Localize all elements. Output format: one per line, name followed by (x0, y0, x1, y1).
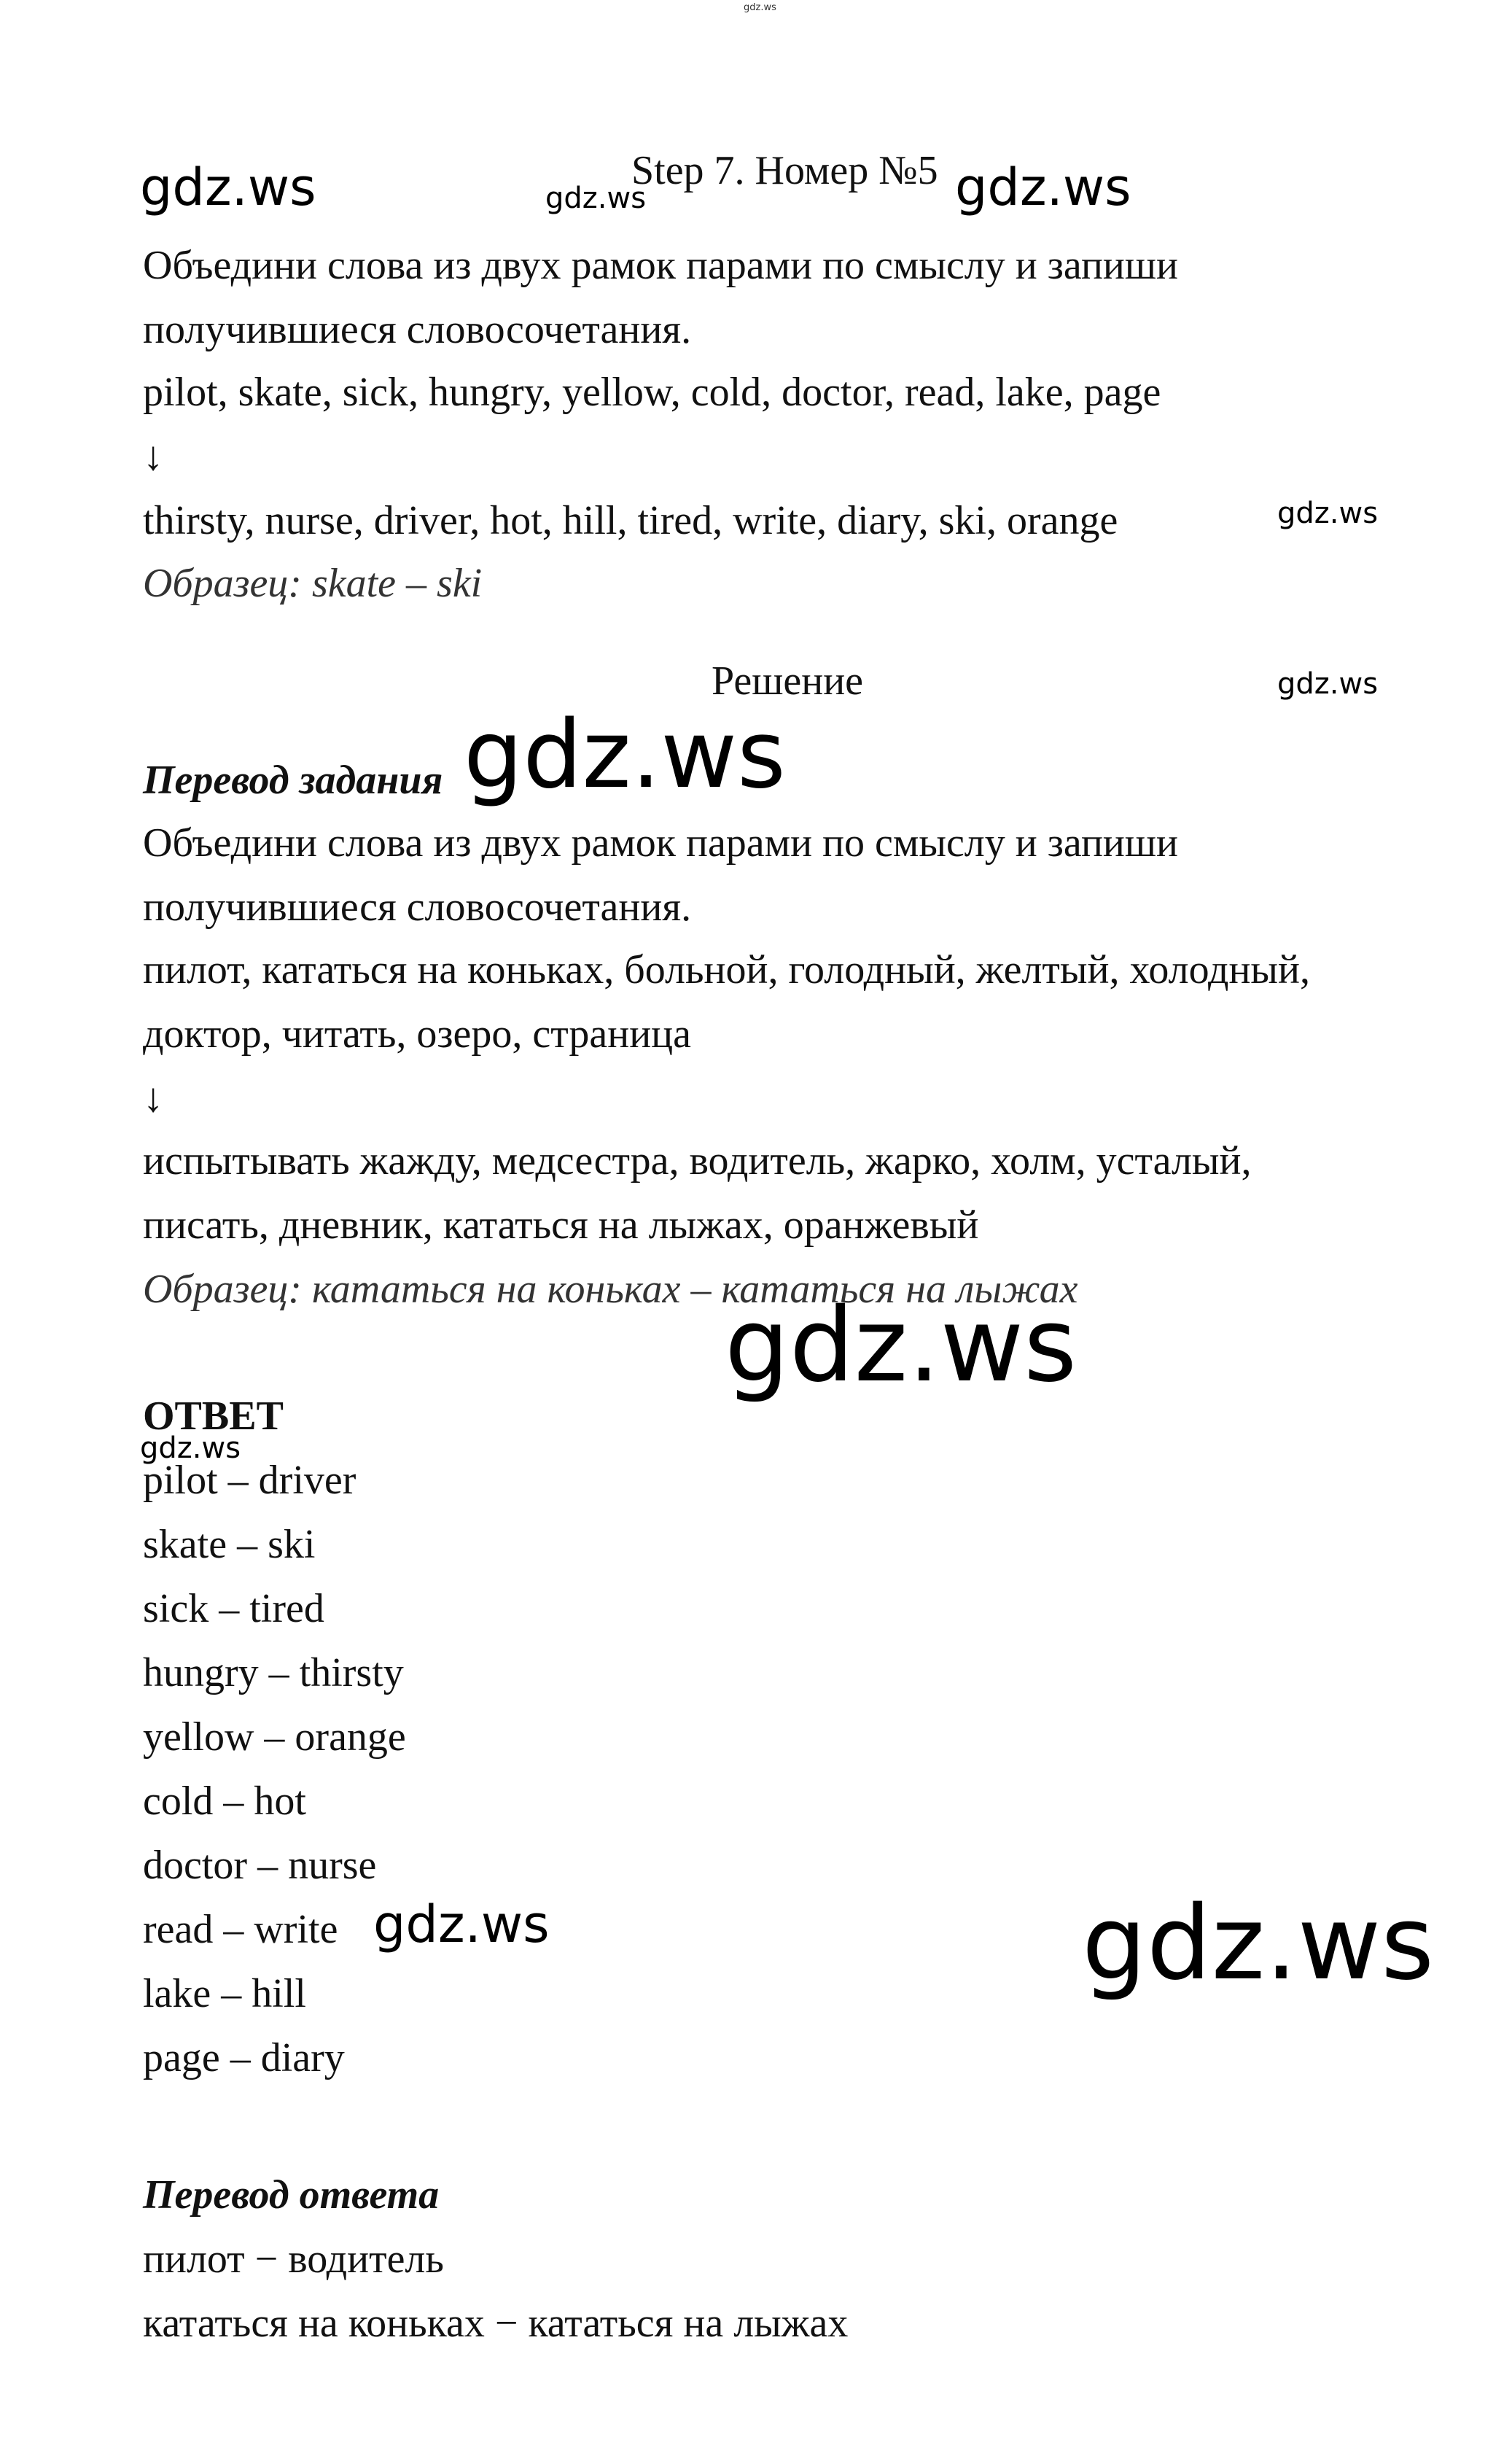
watermark-right-1: gdz.ws (1277, 497, 1379, 530)
answer-pair: hungry – thirsty (143, 1650, 404, 1695)
watermark-answer-right: gdz.ws (1082, 1884, 1435, 2003)
answer-pair: yellow – orange (143, 1714, 406, 1760)
answer-pair: pilot – driver (143, 1458, 356, 1503)
answer-pair: lake – hill (143, 1971, 306, 2016)
solution-heading: Решение (712, 658, 864, 704)
translation-heading: Перевод задания (143, 758, 443, 803)
translation-instruction-line2: получившиеся словосочетания. (143, 885, 692, 930)
task-words-box2: thirsty, nurse, driver, hot, hill, tired, write, diary, ski, orange (143, 498, 1118, 543)
answer-pair: cold – hot (143, 1779, 306, 1824)
answer-heading: ОТВЕТ (143, 1394, 284, 1439)
answer-pair: doctor – nurse (143, 1843, 377, 1888)
task-example: Образец: skate – ski (143, 561, 483, 606)
task-instruction-line2: получившиеся словосочетания. (143, 307, 692, 352)
task-instruction-line1: Объедини слова из двух рамок парами по смыслу и запиши (143, 243, 1178, 288)
task-arrow: ↓ (143, 434, 163, 479)
watermark-right-2: gdz.ws (1277, 667, 1379, 701)
translation-example: Образец: кататься на коньках – кататься на лыжах (143, 1267, 1078, 1312)
translation-words-box2-line1: испытывать жажду, медсестра, водитель, жарко, холм, усталый, (143, 1138, 1252, 1184)
translation-words-box2-line2: писать, дневник, кататься на лыжах, оранжевый (143, 1202, 979, 1248)
translation-instruction-line1: Объедини слова из двух рамок парами по смыслу и запиши (143, 820, 1178, 866)
answer-pair: skate – ski (143, 1522, 316, 1567)
watermark-header-left: gdz.ws (140, 158, 316, 217)
watermark-center-large: gdz.ws (464, 701, 786, 809)
task-words-box1: pilot, skate, sick, hungry, yellow, cold, doctor, read, lake, page (143, 370, 1161, 415)
answer-pair: page – diary (143, 2035, 345, 2080)
page-title: Step 7. Номер №5 (631, 148, 938, 193)
answer-translation-pair: кататься на коньках − кататься на лыжах (143, 2301, 849, 2346)
watermark-answer-small: gdz.ws (140, 1431, 241, 1465)
answer-pair: read – write (143, 1907, 338, 1952)
translation-words-box1-line1: пилот, кататься на коньках, больной, голодный, желтый, холодный, (143, 947, 1311, 992)
answer-translation-heading: Перевод ответа (143, 2172, 440, 2218)
translation-arrow: ↓ (143, 1076, 163, 1121)
answer-translation-pair: пилот − водитель (143, 2237, 444, 2282)
watermark-header-right: gdz.ws (955, 158, 1131, 217)
watermark-header-mid: gdz.ws (545, 182, 647, 215)
watermark-center-large-2: gdz.ws (725, 1286, 1078, 1405)
translation-words-box1-line2: доктор, читать, озеро, страница (143, 1011, 692, 1057)
answer-pair: sick – tired (143, 1586, 324, 1631)
watermark-answer-mid: gdz.ws (373, 1895, 550, 1954)
watermark-top-tiny: gdz.ws (744, 2, 776, 13)
